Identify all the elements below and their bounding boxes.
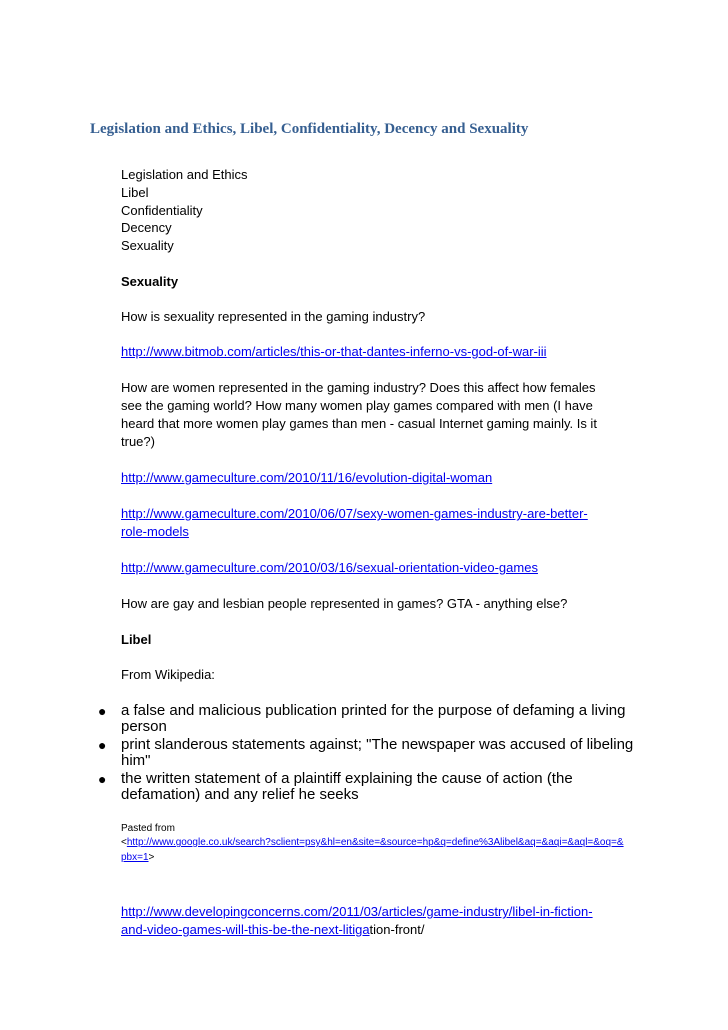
toc-item-sexuality: Sexuality	[121, 238, 174, 253]
toc-item-confidentiality: Confidentiality	[121, 203, 203, 218]
link-sexy-women-line-1[interactable]: http://www.gameculture.com/2010/06/07/sexy-women-games-industry-are-better-	[121, 506, 588, 521]
link-evolution-digital-woman[interactable]: http://www.gameculture.com/2010/11/16/evolution-digital-woman	[121, 470, 493, 485]
link-developing-concerns-line-1[interactable]: http://www.developingconcerns.com/2011/03/articles/game-industry/libel-in-fiction-	[121, 904, 593, 919]
definition-text: a false and malicious publication printed for the purpose of defaming a living person	[121, 702, 626, 735]
link-evolution-wrapper	[121, 469, 492, 487]
sexuality-heading: Sexuality	[121, 274, 179, 289]
pasted-from-label: Pasted from	[121, 823, 175, 834]
libel-definitions-list	[86, 703, 656, 805]
women-paragraph-line-4: true?)	[121, 434, 155, 449]
definition-text: print slanderous statements against; "The newspaper was accused of libeling him"	[121, 736, 634, 769]
women-paragraph-line-1: How are women represented in the gaming industry? Does this affect how females	[121, 380, 596, 395]
list-item	[86, 771, 656, 803]
women-paragraph-line-2: see the gaming world? How many women play games compared with men (I have	[121, 398, 593, 413]
link-sexy-women-line-1-wrapper	[121, 505, 588, 523]
link-developing-line-1-wrapper	[121, 903, 593, 921]
link-google-define-libel-line-1[interactable]: http://www.google.co.uk/search?sclient=psy&hl=en&site=&source=hp&q=define%3Alibel&aq=&aqi=&aql=&oq=&	[126, 837, 624, 848]
link-sexy-women-line-2[interactable]: role-models	[121, 524, 189, 539]
link-bitmob[interactable]: http://www.bitmob.com/articles/this-or-that-dantes-inferno-vs-god-of-war-iii	[121, 344, 547, 359]
bullet-icon: ●	[98, 737, 107, 753]
link-google-define-libel-line-2[interactable]: pbx=1	[121, 852, 149, 863]
from-wikipedia: From Wikipedia:	[121, 667, 215, 682]
link-bitmob-wrapper	[121, 343, 547, 361]
bullet-icon: ●	[98, 771, 107, 787]
link-developing-concerns-line-2[interactable]: and-video-games-will-this-be-the-next-litiga	[121, 922, 370, 937]
link-sexy-women-line-2-wrapper	[121, 523, 189, 541]
toc-item-decency: Decency	[121, 220, 172, 235]
document-title: Legislation and Ethics, Libel, Confidentiality, Decency and Sexuality	[90, 121, 529, 137]
link-orientation-wrapper	[121, 559, 538, 577]
toc-item-legislation: Legislation and Ethics	[121, 167, 248, 182]
pasted-link-line-1-wrapper	[121, 836, 624, 850]
sexuality-question-2: How are gay and lesbian people represented in games? GTA - anything else?	[121, 596, 568, 611]
list-item	[86, 737, 656, 769]
women-paragraph-line-3: heard that more women play games than men - casual Internet gaming mainly. Is it	[121, 416, 597, 431]
angle-open: <	[121, 837, 127, 848]
libel-heading: Libel	[121, 632, 152, 647]
bullet-icon: ●	[98, 703, 107, 719]
angle-close: >	[148, 852, 155, 863]
toc-item-libel: Libel	[121, 185, 149, 200]
sexuality-question-1: How is sexuality represented in the gaming industry?	[121, 309, 426, 324]
link-developing-line-2-wrapper	[121, 921, 424, 939]
pasted-link-line-2-wrapper	[121, 851, 154, 865]
definition-text: the written statement of a plaintiff explaining the cause of action (the defamation) and any relief he seeks	[121, 770, 573, 803]
list-item	[86, 703, 656, 735]
link-sexual-orientation[interactable]: http://www.gameculture.com/2010/03/16/sexual-orientation-video-games	[121, 560, 538, 575]
link-trailing-text: tion-front/	[369, 922, 425, 937]
